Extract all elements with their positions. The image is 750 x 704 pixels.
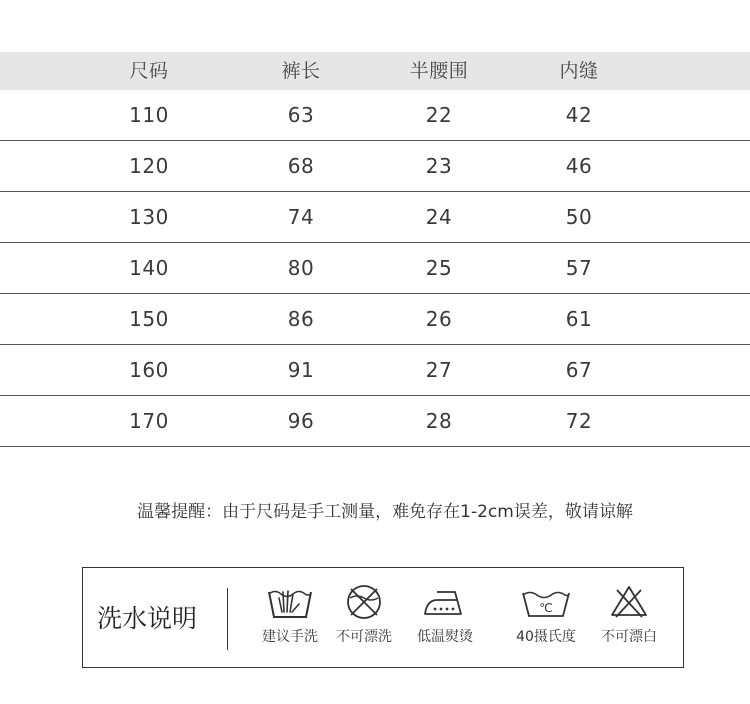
cell-inseam: 50 xyxy=(565,205,593,229)
header-half-waist: 半腰围 xyxy=(409,60,469,82)
cell-inseam: 67 xyxy=(565,358,593,382)
cell-length: 91 xyxy=(287,358,315,382)
table-row xyxy=(0,345,750,396)
care-label: 建议手洗 xyxy=(262,629,318,645)
table-row xyxy=(0,141,750,192)
cell-size: 160 xyxy=(129,358,169,382)
header-length: 裤长 xyxy=(281,60,321,82)
care-label: 低温熨烫 xyxy=(417,629,473,645)
cell-size: 140 xyxy=(129,256,169,280)
wash-40-icon xyxy=(520,584,572,620)
cell-length: 80 xyxy=(287,256,315,280)
cell-half-waist: 27 xyxy=(425,358,453,382)
table-row xyxy=(0,243,750,294)
cell-inseam: 61 xyxy=(565,307,593,331)
measurement-tip: 温馨提醒：由于尺码是手工测量，难免存在1-2cm误差，敬请谅解 xyxy=(137,502,633,522)
table-row xyxy=(0,294,750,345)
cell-length: 86 xyxy=(287,307,315,331)
care-symbol xyxy=(594,584,664,646)
cell-half-waist: 24 xyxy=(425,205,453,229)
cell-half-waist: 23 xyxy=(425,154,453,178)
care-label: 40摄氏度 xyxy=(516,629,576,645)
cell-size: 170 xyxy=(129,409,169,433)
cell-half-waist: 28 xyxy=(425,409,453,433)
care-label: 不可漂白 xyxy=(601,629,657,645)
cell-half-waist: 25 xyxy=(425,256,453,280)
cell-half-waist: 22 xyxy=(425,103,453,127)
care-symbol xyxy=(255,584,325,646)
hand-wash-icon xyxy=(265,584,315,620)
table-header xyxy=(0,52,750,90)
table-row xyxy=(0,90,750,141)
cell-inseam: 72 xyxy=(565,409,593,433)
care-divider xyxy=(227,588,228,650)
care-instructions xyxy=(82,567,684,668)
cell-length: 74 xyxy=(287,205,315,229)
temperature-unit: ℃ xyxy=(539,601,553,615)
table-row xyxy=(0,396,750,447)
cell-length: 63 xyxy=(287,103,315,127)
cell-half-waist: 26 xyxy=(425,307,453,331)
cell-length: 68 xyxy=(287,154,315,178)
cell-inseam: 46 xyxy=(565,154,593,178)
cell-size: 130 xyxy=(129,205,169,229)
header-size: 尺码 xyxy=(129,60,169,82)
no-bleach-icon xyxy=(609,584,649,620)
no-wash-icon xyxy=(344,584,384,620)
table-row xyxy=(0,192,750,243)
cell-inseam: 42 xyxy=(565,103,593,127)
cell-length: 96 xyxy=(287,409,315,433)
cell-size: 120 xyxy=(129,154,169,178)
cell-inseam: 57 xyxy=(565,256,593,280)
care-title: 洗水说明 xyxy=(97,604,198,633)
care-symbol xyxy=(511,584,581,646)
care-label: 不可漂洗 xyxy=(336,629,392,645)
size-table xyxy=(0,52,750,447)
low-iron-icon xyxy=(421,584,469,620)
cell-size: 150 xyxy=(129,307,169,331)
header-inseam: 内缝 xyxy=(559,60,599,82)
care-symbol xyxy=(410,584,480,646)
cell-size: 110 xyxy=(129,103,169,127)
care-symbol xyxy=(329,584,399,646)
